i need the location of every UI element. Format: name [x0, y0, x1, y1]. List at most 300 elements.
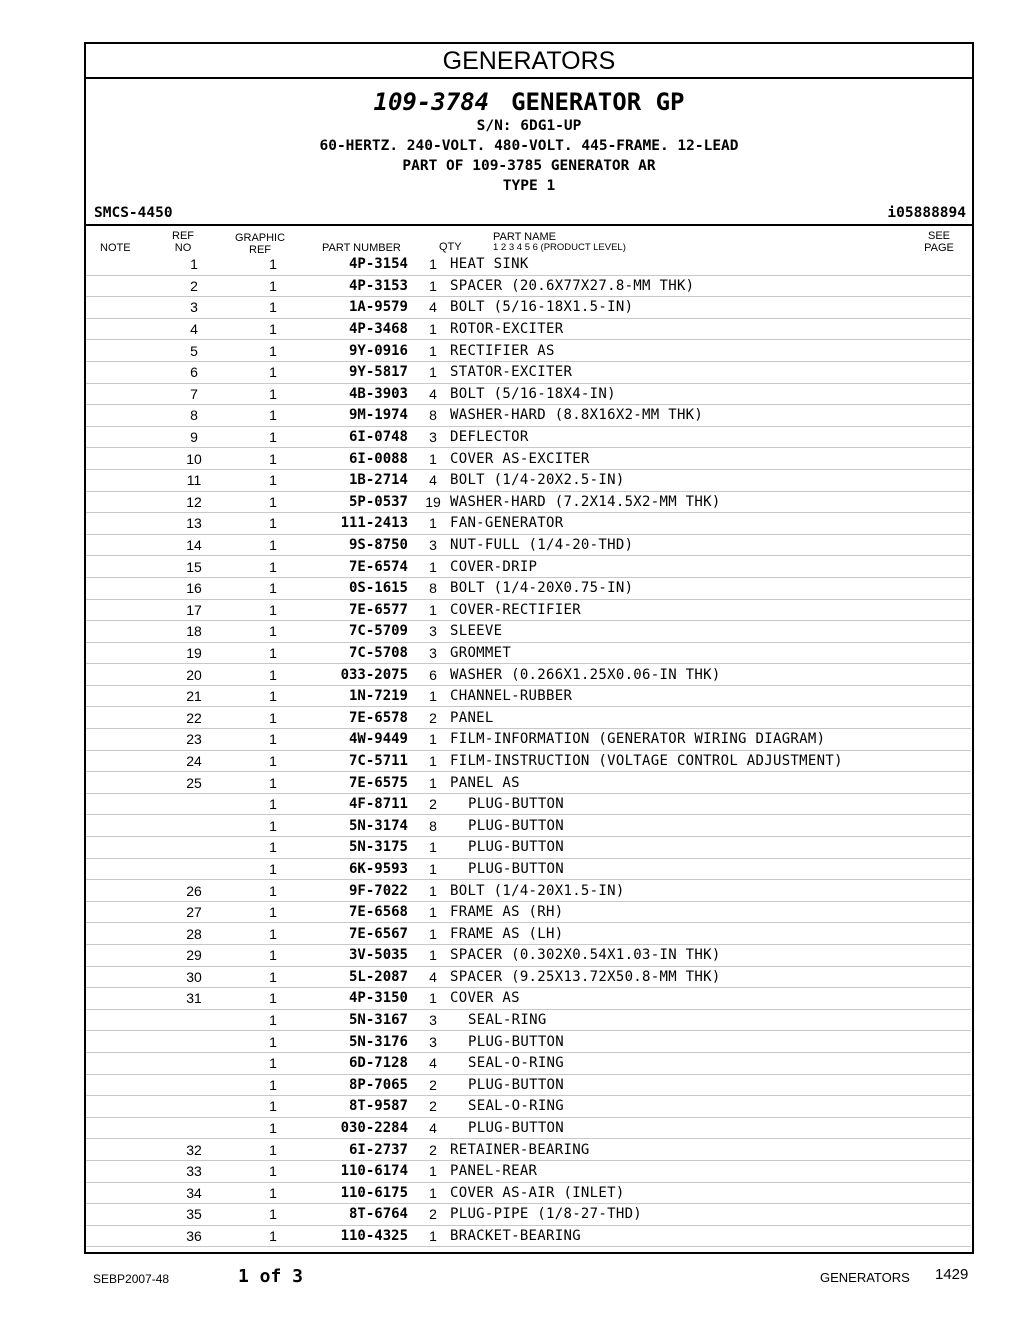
- graphic-ref-cell: [206, 685, 282, 707]
- part-number: 4W-9449: [282, 729, 408, 751]
- qty: 4: [429, 1055, 437, 1072]
- graphic-ref: 1: [269, 1120, 277, 1137]
- ref-no: 27: [186, 904, 202, 921]
- qty: 1: [429, 990, 437, 1007]
- col-see-page: [921, 230, 957, 254]
- illustration-id: i05888894: [887, 205, 966, 221]
- part-number: 7C-5711: [282, 750, 408, 772]
- part-name: FRAME AS (RH): [450, 904, 564, 921]
- qty: 3: [429, 429, 437, 446]
- part-number: 5N-3174: [282, 815, 408, 837]
- ref-no-cell: [86, 923, 206, 945]
- part-name-cell: [450, 426, 971, 448]
- table-row: [86, 340, 971, 362]
- ref-no: 30: [186, 968, 202, 985]
- graphic-ref-cell: [206, 621, 282, 643]
- qty-cell: [408, 793, 450, 815]
- part-name-cell: [450, 837, 971, 859]
- graphic-ref: 1: [269, 580, 277, 597]
- ref-no-cell: [86, 945, 206, 967]
- ref-no: 10: [186, 450, 202, 467]
- part-number: 6I-0088: [282, 448, 408, 470]
- ref-no: 16: [186, 580, 202, 597]
- part-name-cell: [450, 556, 971, 578]
- graphic-ref-cell: [206, 707, 282, 729]
- ref-no-cell: [86, 1117, 206, 1139]
- graphic-ref-cell: [206, 254, 282, 275]
- graphic-ref: 1: [269, 537, 277, 554]
- part-number: 7E-6578: [282, 707, 408, 729]
- table-row: [86, 858, 971, 880]
- table-row: [86, 556, 971, 578]
- graphic-ref-cell: [206, 1160, 282, 1182]
- part-name-cell: [450, 534, 971, 556]
- graphic-ref-cell: [206, 577, 282, 599]
- part-name: SPACER (0.302X0.54X1.03-IN THK): [450, 947, 721, 964]
- part-name: FILM-INSTRUCTION (VOLTAGE CONTROL ADJUSTMENT): [450, 752, 843, 769]
- graphic-ref-cell: [206, 1204, 282, 1226]
- graphic-ref: 1: [269, 968, 277, 985]
- qty-cell: [408, 858, 450, 880]
- part-name: NUT-FULL (1/4-20-THD): [450, 537, 634, 554]
- qty: 4: [429, 385, 437, 402]
- ref-no-cell: [86, 772, 206, 794]
- qty: 6: [429, 666, 437, 683]
- ref-no: 2: [190, 277, 198, 294]
- qty-cell: [408, 1117, 450, 1139]
- part-name: COVER-DRIP: [450, 558, 538, 575]
- graphic-ref-cell: [206, 448, 282, 470]
- part-number: 7E-6567: [282, 923, 408, 945]
- part-name-cell: [450, 491, 971, 513]
- ref-no: 24: [186, 752, 202, 769]
- graphic-ref: 1: [269, 1055, 277, 1072]
- part-name-cell: [450, 750, 971, 772]
- qty: 1: [429, 904, 437, 921]
- part-number: 5N-3175: [282, 837, 408, 859]
- qty: 1: [429, 364, 437, 381]
- qty-cell: [408, 1031, 450, 1053]
- table-row: [86, 469, 971, 491]
- qty-cell: [408, 1009, 450, 1031]
- table-row: [86, 1052, 971, 1074]
- qty: 3: [429, 644, 437, 661]
- table-row: [86, 664, 971, 686]
- qty-cell: [408, 426, 450, 448]
- part-name: RECTIFIER AS: [450, 342, 555, 359]
- group-title: [86, 88, 972, 116]
- part-name: PLUG-BUTTON: [468, 1120, 565, 1137]
- col-note: NOTE: [100, 242, 131, 254]
- graphic-ref-cell: [206, 426, 282, 448]
- table-row: [86, 1074, 971, 1096]
- qty-cell: [408, 901, 450, 923]
- qty-cell: [408, 772, 450, 794]
- graphic-ref-cell: [206, 1074, 282, 1096]
- part-name-cell: [450, 383, 971, 405]
- qty: 1: [429, 947, 437, 964]
- graphic-ref: 1: [269, 364, 277, 381]
- part-name-cell: [450, 1096, 971, 1118]
- ref-no: 5: [190, 342, 198, 359]
- table-row: [86, 577, 971, 599]
- qty-cell: [408, 318, 450, 340]
- table-row: [86, 318, 971, 340]
- ref-no-cell: [86, 750, 206, 772]
- graphic-ref: 1: [269, 299, 277, 316]
- qty: 1: [429, 774, 437, 791]
- part-name-cell: [450, 275, 971, 297]
- document-id: SEBP2007-48: [93, 1272, 170, 1286]
- ref-no: 35: [186, 1206, 202, 1223]
- ref-no-cell: [86, 469, 206, 491]
- qty: 1: [429, 882, 437, 899]
- qty-cell: [408, 1052, 450, 1074]
- page-of: 1 of 3: [238, 1266, 304, 1287]
- qty: 1: [429, 450, 437, 467]
- section-title: GENERATORS: [86, 44, 972, 79]
- part-name: PLUG-PIPE (1/8-27-THD): [450, 1206, 643, 1223]
- part-name: STATOR-EXCITER: [450, 364, 573, 381]
- part-name: PANEL-REAR: [450, 1163, 538, 1180]
- part-name-cell: [450, 297, 971, 319]
- graphic-ref: 1: [269, 644, 277, 661]
- part-name: BRACKET-BEARING: [450, 1228, 581, 1245]
- ref-no-cell: [86, 793, 206, 815]
- part-number: 4P-3150: [282, 988, 408, 1010]
- ref-no-cell: [86, 491, 206, 513]
- ref-no-cell: [86, 1182, 206, 1204]
- ref-no: 12: [186, 493, 202, 510]
- part-name-cell: [450, 1182, 971, 1204]
- ref-no: 36: [186, 1228, 202, 1245]
- part-name: PLUG-BUTTON: [468, 839, 565, 856]
- part-name-cell: [450, 707, 971, 729]
- group-description: 60-HERTZ. 240-VOLT. 480-VOLT. 445-FRAME. 12-LEAD: [319, 138, 739, 154]
- table-row: [86, 491, 971, 513]
- qty-cell: [408, 1160, 450, 1182]
- qty-cell: [408, 685, 450, 707]
- col-graphic-ref: [232, 232, 288, 256]
- ref-no-cell: [86, 1009, 206, 1031]
- ref-no-cell: [86, 297, 206, 319]
- part-name-cell: [450, 254, 971, 275]
- part-name: GROMMET: [450, 644, 512, 661]
- ref-no: 1: [190, 256, 198, 273]
- table-row: [86, 405, 971, 427]
- part-name: PANEL AS: [450, 774, 520, 791]
- part-name: PLUG-BUTTON: [468, 1076, 565, 1093]
- table-row: [86, 1031, 971, 1053]
- ref-no-cell: [86, 966, 206, 988]
- ref-no-cell: [86, 1204, 206, 1226]
- qty-cell: [408, 577, 450, 599]
- graphic-ref: 1: [269, 1228, 277, 1245]
- part-number: 110-6175: [282, 1182, 408, 1204]
- graphic-ref: 1: [269, 342, 277, 359]
- table-row: [86, 793, 971, 815]
- part-name: CHANNEL-RUBBER: [450, 688, 573, 705]
- qty-cell: [408, 534, 450, 556]
- qty: 1: [429, 277, 437, 294]
- graphic-ref-cell: [206, 837, 282, 859]
- graphic-ref-cell: [206, 361, 282, 383]
- ref-no: 26: [186, 882, 202, 899]
- part-name: WASHER (0.266X1.25X0.06-IN THK): [450, 666, 721, 683]
- graphic-ref: 1: [269, 882, 277, 899]
- graphic-ref-cell: [206, 1225, 282, 1247]
- qty: 2: [429, 1076, 437, 1093]
- table-row: [86, 534, 971, 556]
- part-number: 6D-7128: [282, 1052, 408, 1074]
- table-row: [86, 772, 971, 794]
- graphic-ref: 1: [269, 429, 277, 446]
- part-name-cell: [450, 1160, 971, 1182]
- table-row: [86, 837, 971, 859]
- table-row: [86, 1182, 971, 1204]
- qty-cell: [408, 297, 450, 319]
- qty: 4: [429, 299, 437, 316]
- ref-no: 13: [186, 515, 202, 532]
- part-name: PLUG-BUTTON: [468, 796, 565, 813]
- part-number: 4P-3153: [282, 275, 408, 297]
- qty-cell: [408, 383, 450, 405]
- graphic-ref-cell: [206, 923, 282, 945]
- ref-no-cell: [86, 254, 206, 275]
- part-number: 4F-8711: [282, 793, 408, 815]
- qty-cell: [408, 880, 450, 902]
- part-name: RETAINER-BEARING: [450, 1141, 590, 1158]
- qty-cell: [408, 599, 450, 621]
- graphic-ref-cell: [206, 729, 282, 751]
- table-row: [86, 599, 971, 621]
- parts-table: [86, 254, 971, 1247]
- qty: 8: [429, 580, 437, 597]
- part-name-cell: [450, 1204, 971, 1226]
- col-part-name: PART NAME: [493, 231, 556, 243]
- ref-no-cell: [86, 621, 206, 643]
- ref-no: 15: [186, 558, 202, 575]
- qty: 1: [429, 925, 437, 942]
- part-name-cell: [450, 772, 971, 794]
- ref-no: 33: [186, 1163, 202, 1180]
- qty-cell: [408, 556, 450, 578]
- qty: 1: [429, 688, 437, 705]
- part-name-cell: [450, 793, 971, 815]
- part-name-cell: [450, 513, 971, 535]
- graphic-ref-cell: [206, 988, 282, 1010]
- graphic-ref: 1: [269, 1141, 277, 1158]
- ref-no-cell: [86, 426, 206, 448]
- part-number: 5N-3167: [282, 1009, 408, 1031]
- ref-no-cell: [86, 556, 206, 578]
- ref-no-cell: [86, 729, 206, 751]
- graphic-ref: 1: [269, 709, 277, 726]
- graphic-ref: 1: [269, 925, 277, 942]
- table-row: [86, 361, 971, 383]
- part-number: 6K-9593: [282, 858, 408, 880]
- col-graphic-top: GRAPHIC: [234, 232, 286, 244]
- ref-no-cell: [86, 1139, 206, 1161]
- ref-no: 32: [186, 1141, 202, 1158]
- graphic-ref: 1: [269, 860, 277, 877]
- graphic-ref: 1: [269, 601, 277, 618]
- smcs-code: SMCS-4450: [94, 205, 173, 221]
- ref-no-cell: [86, 1052, 206, 1074]
- part-number: 030-2284: [282, 1117, 408, 1139]
- ref-no-cell: [86, 837, 206, 859]
- qty-cell: [408, 1225, 450, 1247]
- part-name: SLEEVE: [450, 623, 503, 640]
- graphic-ref: 1: [269, 623, 277, 640]
- ref-no-cell: [86, 513, 206, 535]
- graphic-ref-cell: [206, 945, 282, 967]
- graphic-ref-cell: [206, 556, 282, 578]
- part-number: 7C-5708: [282, 642, 408, 664]
- part-name-cell: [450, 729, 971, 751]
- graphic-ref-cell: [206, 491, 282, 513]
- part-name: BOLT (1/4-20X2.5-IN): [450, 472, 625, 489]
- qty: 2: [429, 1098, 437, 1115]
- qty-cell: [408, 1204, 450, 1226]
- part-number: 4B-3903: [282, 383, 408, 405]
- ref-no-cell: [86, 880, 206, 902]
- ref-no: 31: [186, 990, 202, 1007]
- ref-no-cell: [86, 383, 206, 405]
- table-row: [86, 1160, 971, 1182]
- qty: 3: [429, 537, 437, 554]
- part-name-cell: [450, 901, 971, 923]
- ref-no: 8: [190, 407, 198, 424]
- header-divider: [86, 224, 972, 226]
- graphic-ref: 1: [269, 515, 277, 532]
- ref-no-cell: [86, 815, 206, 837]
- qty-cell: [408, 923, 450, 945]
- part-name-cell: [450, 405, 971, 427]
- part-number: 3V-5035: [282, 945, 408, 967]
- table-row: [86, 254, 971, 275]
- qty-cell: [408, 448, 450, 470]
- ref-no: 28: [186, 925, 202, 942]
- col-see-top: SEE: [927, 230, 950, 242]
- ref-no-cell: [86, 577, 206, 599]
- part-name-cell: [450, 1052, 971, 1074]
- ref-no: 9: [190, 429, 198, 446]
- graphic-ref-cell: [206, 793, 282, 815]
- graphic-ref-cell: [206, 275, 282, 297]
- part-name-cell: [450, 664, 971, 686]
- qty-cell: [408, 361, 450, 383]
- graphic-ref: 1: [269, 472, 277, 489]
- ref-no-cell: [86, 664, 206, 686]
- part-name: WASHER-HARD (7.2X14.5X2-MM THK): [450, 493, 721, 510]
- part-name-cell: [450, 923, 971, 945]
- ref-no: 19: [186, 644, 202, 661]
- group-name: GENERATOR GP: [511, 88, 685, 116]
- graphic-ref: 1: [269, 1163, 277, 1180]
- graphic-ref-cell: [206, 858, 282, 880]
- ref-no-cell: [86, 707, 206, 729]
- ref-no: 22: [186, 709, 202, 726]
- part-name-cell: [450, 1117, 971, 1139]
- table-row: [86, 448, 971, 470]
- graphic-ref-cell: [206, 1117, 282, 1139]
- graphic-ref-cell: [206, 340, 282, 362]
- graphic-ref: 1: [269, 1206, 277, 1223]
- qty-cell: [408, 491, 450, 513]
- qty: 3: [429, 623, 437, 640]
- qty-cell: [408, 966, 450, 988]
- ref-no-cell: [86, 275, 206, 297]
- part-number: 7E-6575: [282, 772, 408, 794]
- part-number: 033-2075: [282, 664, 408, 686]
- graphic-ref-cell: [206, 815, 282, 837]
- part-name: PLUG-BUTTON: [468, 1033, 565, 1050]
- table-row: [86, 707, 971, 729]
- table-row: [86, 275, 971, 297]
- part-number: 5N-3176: [282, 1031, 408, 1053]
- graphic-ref: 1: [269, 385, 277, 402]
- part-name: PLUG-BUTTON: [468, 817, 565, 834]
- part-name: SPACER (20.6X77X27.8-MM THK): [450, 277, 695, 294]
- ref-no-cell: [86, 988, 206, 1010]
- qty-cell: [408, 945, 450, 967]
- graphic-ref-cell: [206, 297, 282, 319]
- group-part-number: 109-3784: [373, 88, 490, 116]
- table-row: [86, 383, 971, 405]
- part-number: 9S-8750: [282, 534, 408, 556]
- ref-no-cell: [86, 340, 206, 362]
- part-number: 5L-2087: [282, 966, 408, 988]
- ref-no: 7: [190, 385, 198, 402]
- part-name: HEAT SINK: [450, 256, 529, 273]
- qty: 3: [429, 1012, 437, 1029]
- ref-no-cell: [86, 1074, 206, 1096]
- part-number: 0S-1615: [282, 577, 408, 599]
- part-name: BOLT (5/16-18X1.5-IN): [450, 299, 634, 316]
- part-name: PLUG-BUTTON: [468, 860, 565, 877]
- qty-cell: [408, 405, 450, 427]
- qty: 1: [429, 839, 437, 856]
- ref-no-cell: [86, 1096, 206, 1118]
- graphic-ref-cell: [206, 534, 282, 556]
- qty-cell: [408, 1074, 450, 1096]
- graphic-ref-cell: [206, 642, 282, 664]
- table-row: [86, 750, 971, 772]
- part-name: COVER AS-AIR (INLET): [450, 1184, 625, 1201]
- part-number: 4P-3154: [282, 254, 408, 275]
- part-number: 4P-3468: [282, 318, 408, 340]
- table-row: [86, 685, 971, 707]
- col-part-number: PART NUMBER: [322, 242, 401, 254]
- table-row: [86, 513, 971, 535]
- graphic-ref-cell: [206, 383, 282, 405]
- ref-no-cell: [86, 448, 206, 470]
- qty: 8: [429, 817, 437, 834]
- graphic-ref-cell: [206, 664, 282, 686]
- graphic-ref: 1: [269, 1098, 277, 1115]
- graphic-ref-cell: [206, 880, 282, 902]
- graphic-ref: 1: [269, 450, 277, 467]
- part-name-cell: [450, 599, 971, 621]
- qty-cell: [408, 815, 450, 837]
- ref-no: 17: [186, 601, 202, 618]
- part-name: BOLT (5/16-18X4-IN): [450, 385, 616, 402]
- qty: 1: [429, 752, 437, 769]
- part-number: 7C-5709: [282, 621, 408, 643]
- ref-no: 21: [186, 688, 202, 705]
- table-row: [86, 297, 971, 319]
